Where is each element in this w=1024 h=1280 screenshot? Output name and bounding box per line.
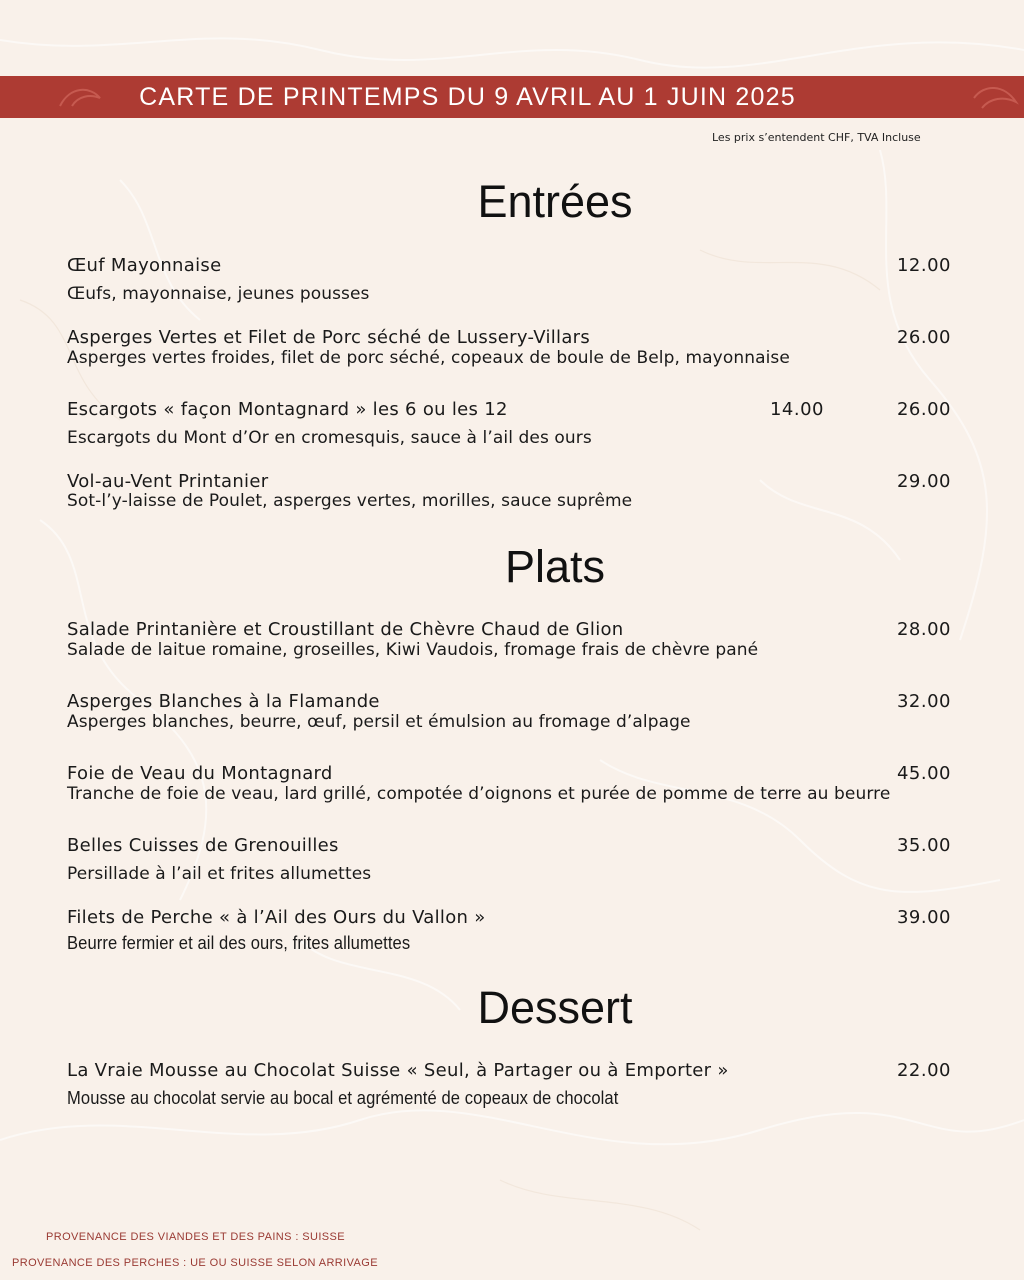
item-price: 39.00 xyxy=(896,907,951,928)
item-price: 12.00 xyxy=(896,255,951,276)
item-name: Œuf Mayonnaise xyxy=(67,255,222,276)
section-title-dessert: Dessert xyxy=(477,982,633,1033)
item-price-small: 14.00 xyxy=(769,399,824,420)
item-price: 45.00 xyxy=(896,763,951,784)
item-price: 26.00 xyxy=(896,327,951,348)
item-description: Salade de laitue romaine, groseilles, Kiwi Vaudois, fromage frais de chèvre pané xyxy=(67,640,759,660)
item-name: Salade Printanière et Croustillant de Chèvre Chaud de Glion xyxy=(67,619,624,640)
right-ornament-icon xyxy=(964,76,1024,118)
item-name: Belles Cuisses de Grenouilles xyxy=(67,835,339,856)
menu-title: CARTE DE PRINTEMPS DU 9 AVRIL AU 1 JUIN 2025 xyxy=(139,83,796,111)
item-price: 28.00 xyxy=(896,619,951,640)
item-price: 32.00 xyxy=(896,691,951,712)
item-description: Asperges vertes froides, filet de porc séché, copeaux de boule de Belp, mayonnaise xyxy=(67,348,790,368)
item-name: Escargots « façon Montagnard » les 6 ou les 12 xyxy=(67,399,508,420)
item-name: Asperges Blanches à la Flamande xyxy=(67,691,380,712)
item-description: Asperges blanches, beurre, œuf, persil et émulsion au fromage d’alpage xyxy=(67,712,691,732)
item-description: Beurre fermier et ail des ours, frites allumettes xyxy=(67,933,411,953)
item-description: Mousse au chocolat servie au bocal et agrémenté de copeaux de chocolat xyxy=(67,1088,619,1108)
item-price: 26.00 xyxy=(896,399,951,420)
section-title-entrees: Entrées xyxy=(477,176,633,227)
item-description: Tranche de foie de veau, lard grillé, compotée d’oignons et purée de pomme de terre au beurre xyxy=(67,784,891,804)
item-name: Foie de Veau du Montagnard xyxy=(67,763,333,784)
item-price: 22.00 xyxy=(896,1060,951,1081)
title-banner xyxy=(0,76,1024,118)
item-description: Sot-l’y-laisse de Poulet, asperges vertes, morilles, sauce suprême xyxy=(67,491,633,511)
item-description: Persillade à l’ail et frites allumettes xyxy=(67,864,372,884)
item-name: La Vraie Mousse au Chocolat Suisse « Seul, à Partager ou à Emporter » xyxy=(67,1060,729,1081)
footer-perch-origin: PROVENANCE DES PERCHES : UE OU SUISSE SELON ARRIVAGE xyxy=(12,1257,378,1269)
section-title-plats: Plats xyxy=(504,541,606,592)
item-price: 29.00 xyxy=(896,471,951,492)
item-name: Filets de Perche « à l’Ail des Ours du Vallon » xyxy=(67,907,486,928)
price-note: Les prix s’entendent CHF, TVA Incluse xyxy=(712,131,921,144)
item-description: Escargots du Mont d’Or en cromesquis, sauce à l’ail des ours xyxy=(67,428,592,448)
item-description: Œufs, mayonnaise, jeunes pousses xyxy=(67,284,370,304)
item-name: Vol-au-Vent Printanier xyxy=(67,471,269,492)
item-name: Asperges Vertes et Filet de Porc séché de Lussery-Villars xyxy=(67,327,591,348)
item-price: 35.00 xyxy=(896,835,951,856)
footer-meat-origin: PROVENANCE DES VIANDES ET DES PAINS : SUISSE xyxy=(46,1231,345,1243)
